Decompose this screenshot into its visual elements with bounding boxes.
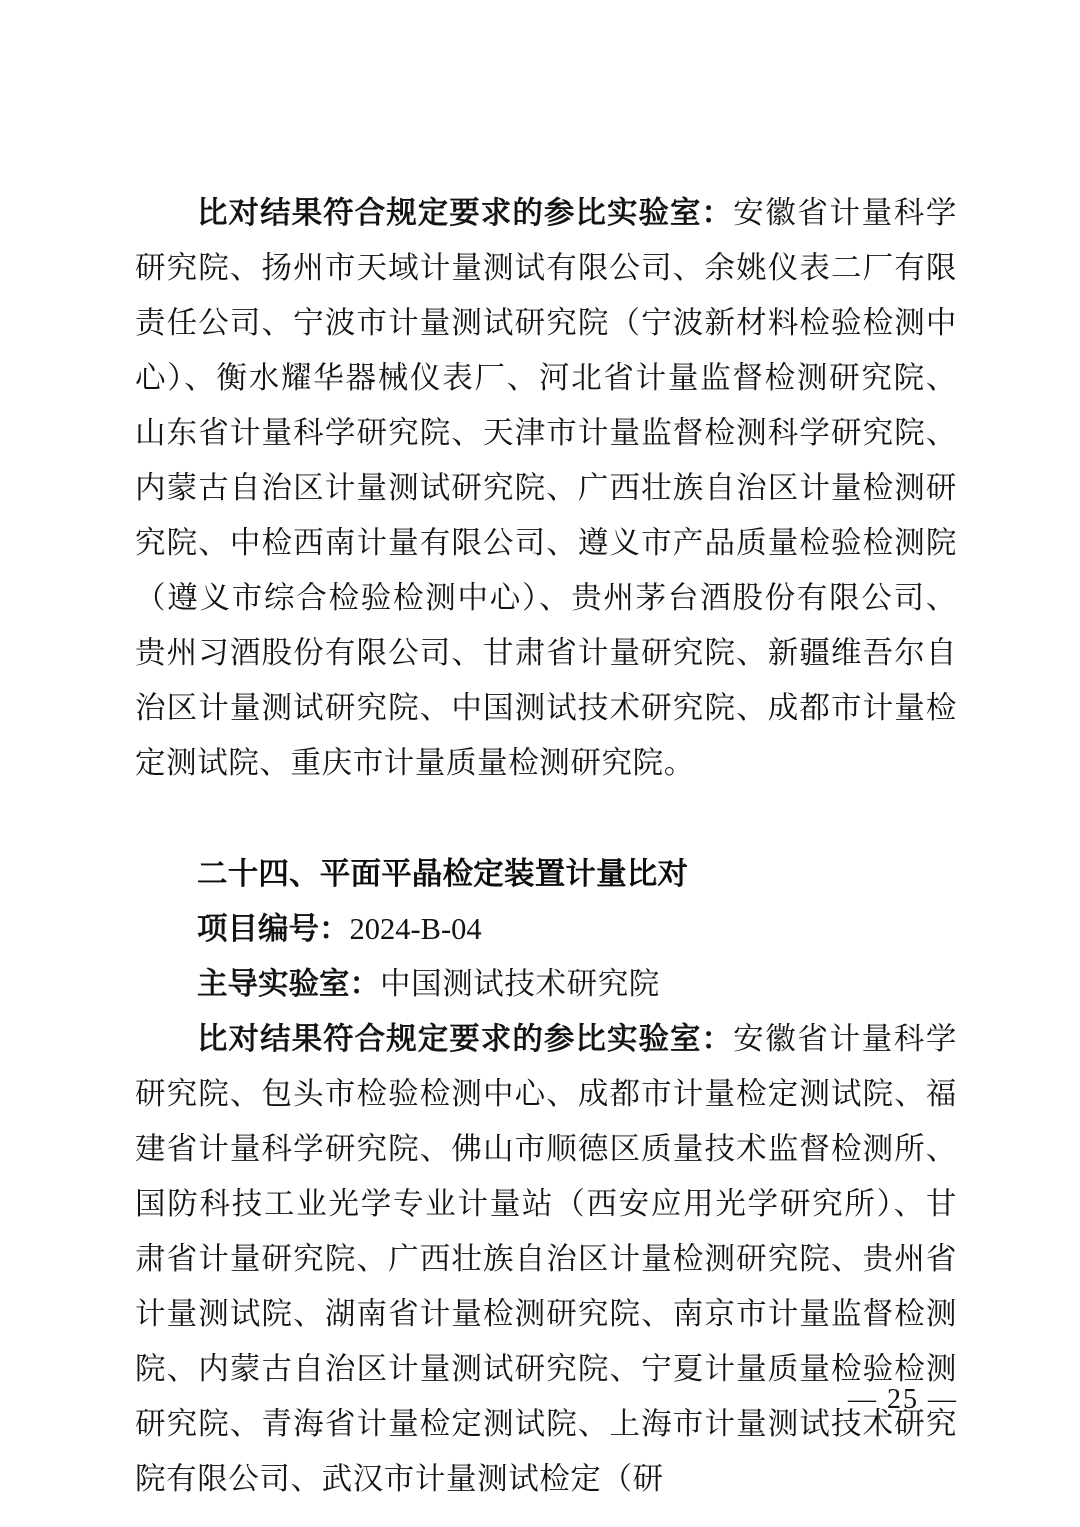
page-number: — 25 — — [848, 1384, 958, 1415]
current-section-participants-label: 比对结果符合规定要求的参比实验室： — [197, 1022, 734, 1056]
section-gap-spacer — [135, 791, 957, 847]
current-section-participants-paragraph — [135, 1012, 957, 1507]
section-heading-24: 二十四、平面平晶检定装置计量比对 — [197, 857, 689, 891]
project-number-line — [135, 902, 957, 957]
lead-laboratory-label: 主导实验室： — [197, 967, 380, 1001]
current-section-participants-value: 安徽省计量科学研究院、包头市检验检测中心、成都市计量检定测试院、福建省计量科学研究院、佛山市顺德区质量技术监督检测所、国防科技工业光学专业计量站（西安应用光学研究所）、甘肃省计量研究院、广西壮族自治区计量检测研究院、贵州省计量测试院、湖南省计量检测研究院、南京市计量监督检测院、内蒙古自治区计量测试研究院、宁夏计量质量检验检测研究院、青海省计量检定测试院、上海市计量测试技术研究院有限公司、武汉市计量测试检定（研 — [135, 1022, 958, 1496]
previous-section-participants-label: 比对结果符合规定要求的参比实验室： — [197, 196, 734, 230]
lead-laboratory-value: 中国测试技术研究院 — [380, 967, 660, 1001]
previous-section-participants-value: 安徽省计量科学研究院、扬州市天域计量测试有限公司、余姚仪表二厂有限责任公司、宁波市计量测试研究院（宁波新材料检验检测中心）、衡水耀华器械仪表厂、河北省计量监督检测研究院、山东省计量科学研究院、天津市计量监督检测科学研究院、内蒙古自治区计量测试研究院、广西壮族自治区计量检测研究院、中检西南计量有限公司、遵义市产品质量检验检测院（遵义市综合检验检测中心）、贵州茅台酒股份有限公司、贵州习酒股份有限公司、甘肃省计量研究院、新疆维吾尔自治区计量测试研究院、中国测试技术研究院、成都市计量检定测试院、重庆市计量质量检测研究院。 — [135, 196, 958, 780]
project-number-label: 项目编号： — [197, 912, 350, 946]
project-number-value: 2024-B-04 — [349, 912, 482, 946]
lead-laboratory-line — [135, 957, 957, 1012]
previous-section-participants-paragraph — [135, 186, 957, 791]
page-text-block — [135, 186, 957, 1507]
